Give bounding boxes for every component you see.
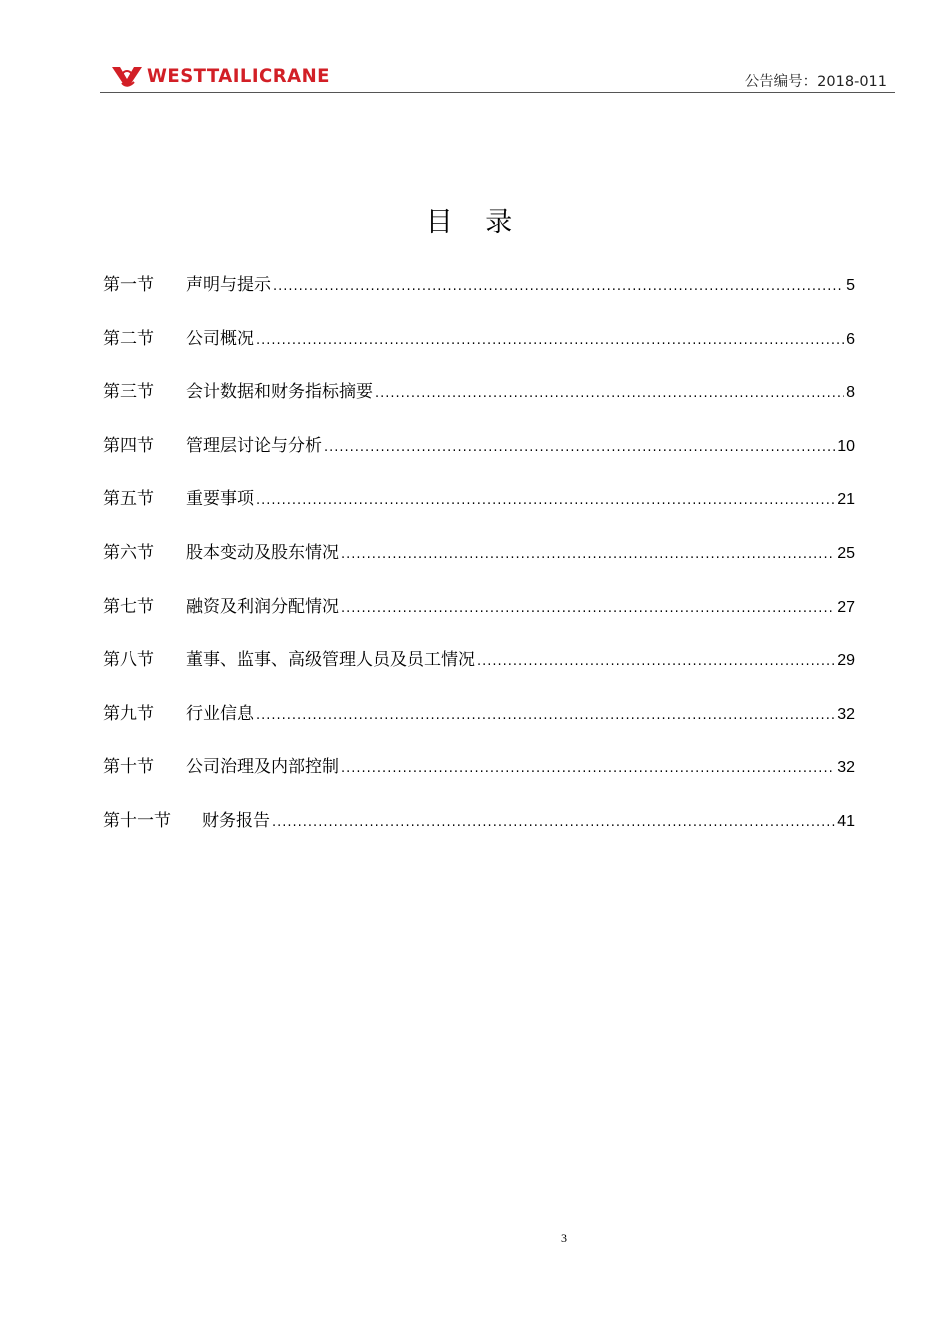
toc-section-number: 第三节: [103, 382, 154, 403]
toc-section-number: 第六节: [103, 542, 154, 563]
toc-item[interactable]: [103, 270, 855, 324]
toc-page-number: 6: [846, 330, 855, 348]
toc-item[interactable]: [103, 431, 855, 485]
toc-page-number: 10: [837, 437, 855, 455]
toc-leader-dots: [375, 386, 844, 401]
table-of-contents: [103, 270, 855, 860]
toc-item[interactable]: [103, 592, 855, 646]
toc-section-title: 财务报告: [202, 810, 270, 831]
toc-item[interactable]: [103, 699, 855, 753]
toc-item[interactable]: [103, 324, 855, 378]
toc-item[interactable]: [103, 538, 855, 592]
company-logo: [110, 62, 340, 90]
toc-leader-dots: [256, 708, 835, 723]
toc-page-number: 32: [837, 759, 855, 777]
toc-section-number: 第五节: [103, 489, 154, 510]
toc-page-number: 27: [837, 598, 855, 616]
toc-section-title: 行业信息: [186, 703, 254, 724]
toc-leader-dots: [256, 333, 844, 348]
toc-page-number: 8: [846, 384, 855, 402]
toc-leader-dots: [256, 493, 835, 508]
crane-logo-icon: [110, 63, 144, 89]
toc-item[interactable]: [103, 484, 855, 538]
toc-section-title: 公司概况: [186, 328, 254, 349]
toc-leader-dots: [272, 815, 835, 830]
toc-section-title: 声明与提示: [186, 275, 271, 295]
announcement-number: 公告编号：2018-011: [744, 74, 887, 90]
toc-item[interactable]: [103, 752, 855, 806]
toc-leader-dots: [341, 601, 835, 616]
toc-page-number: 41: [837, 812, 855, 830]
toc-page-number: 21: [837, 491, 855, 509]
toc-page-number: 25: [837, 544, 855, 562]
toc-section-title: 会计数据和财务指标摘要: [186, 382, 373, 403]
toc-section-title: 股本变动及股东情况: [186, 542, 339, 563]
toc-section-number: 第十一节: [103, 810, 171, 831]
toc-section-number: 第七节: [103, 596, 154, 617]
toc-leader-dots: [341, 761, 835, 776]
toc-section-number: 第二节: [103, 328, 154, 349]
toc-section-title: 公司治理及内部控制: [186, 757, 339, 778]
toc-leader-dots: [477, 654, 835, 669]
toc-page-number: 29: [837, 652, 855, 670]
toc-leader-dots: [273, 279, 844, 294]
toc-section-title: 融资及利润分配情况: [186, 596, 339, 617]
toc-section-number: 第十节: [103, 757, 154, 778]
toc-section-number: 第四节: [103, 435, 154, 456]
toc-item[interactable]: [103, 806, 855, 860]
page-header: [100, 58, 895, 93]
page-number: 3: [561, 1231, 567, 1245]
toc-page-number: 5: [846, 277, 855, 294]
page-title: 目 录: [425, 207, 525, 238]
toc-section-title: 管理层讨论与分析: [186, 435, 322, 456]
toc-item[interactable]: [103, 377, 855, 431]
toc-item[interactable]: [103, 645, 855, 699]
toc-section-number: 第八节: [103, 650, 154, 671]
toc-section-number: 第一节: [103, 275, 154, 295]
logo-text: WESTTAILICRANE: [147, 65, 330, 87]
toc-section-title: 董事、监事、高级管理人员及员工情况: [186, 650, 475, 671]
toc-section-number: 第九节: [103, 703, 154, 724]
toc-leader-dots: [341, 547, 835, 562]
toc-section-title: 重要事项: [186, 489, 254, 510]
toc-leader-dots: [324, 440, 835, 455]
toc-page-number: 32: [837, 705, 855, 723]
